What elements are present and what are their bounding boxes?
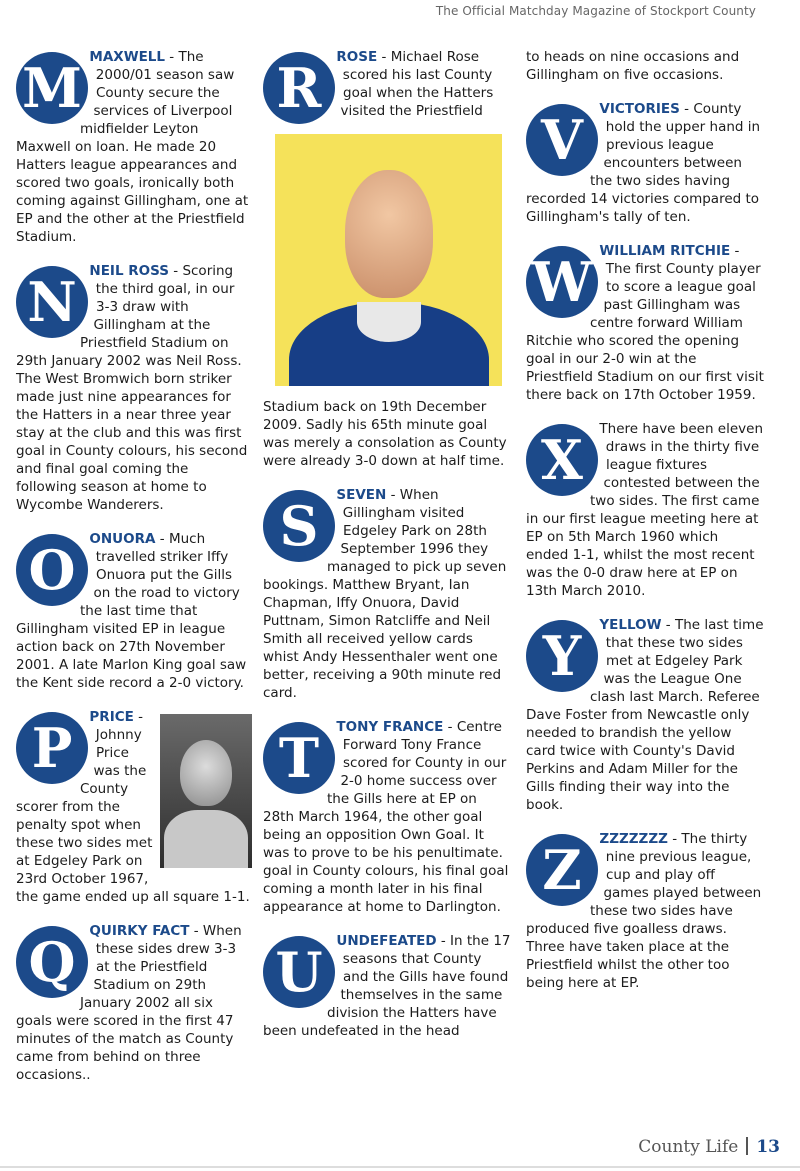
entry-keyword: TONY FRANCE bbox=[336, 719, 444, 735]
entry-body: There have been eleven draws in the thirty five league fixtures contested between the two sides. The first came in our first league meeting here at EP on 5th March 1960 which ended 1-1, whilst the most recent was the 0-0 draw here at EP on 13th March 2010. bbox=[526, 421, 764, 599]
entry-body: Centre Forward Tony France scored for County in our 2-0 home success over the Gills here at EP on 28th March 1964, the other goal being an opposition Own Goal. It was to prove to be his penultimate. goal in County colours, his final goal coming a month later in his final appearance at home to Darlington. bbox=[263, 719, 509, 915]
entry-u-continued: to heads on nine occasions and Gillingham on five occasions. bbox=[526, 49, 740, 83]
photo-collar bbox=[357, 302, 421, 342]
entry-keyword: UNDEFEATED bbox=[336, 933, 437, 949]
photo-face bbox=[180, 740, 232, 806]
entry-body: The thirty nine previous league, cup and play off games played between these two sides have produced five goalless draws. Three have taken place at the Priestfield whilst the other too being here at EP. bbox=[526, 831, 762, 991]
letter-badge-z: Z bbox=[526, 834, 598, 906]
page-footer bbox=[638, 1137, 780, 1157]
entry-keyword: WILLIAM RITCHIE bbox=[599, 243, 731, 259]
column-right bbox=[526, 48, 764, 1008]
entry-w: W WILLIAM RITCHIE - The first County player to score a league goal past Gillingham was centre forward William Ritchie who scored the opening goal in our 2-0 win at the Priestfield Stadium on our first visit there back on 17th October 1959. bbox=[526, 243, 764, 403]
entry-body: When Gillingham visited Edgeley Park on 28th September 1996 they managed to pick up seven bookings. Matthew Bryant, Ian Chapman, Iffy Onuora, David Puttnam, Simon Ratcliffe and Neil Smith all received yellow cards whist Andy Hessenthaler went one better, receiving a 90th minute red card. bbox=[263, 487, 507, 701]
entry-keyword: YELLOW bbox=[599, 617, 662, 633]
magazine-name: County Life bbox=[638, 1137, 739, 1157]
letter-badge-w: W bbox=[526, 246, 598, 318]
entry-keyword: QUIRKY FACT bbox=[89, 923, 190, 939]
entry-keyword: ROSE bbox=[336, 49, 378, 65]
letter-badge-n: N bbox=[16, 266, 88, 338]
bottom-rule bbox=[0, 1166, 800, 1168]
entry-r-continued: Stadium back on 19th December 2009. Sadly his 65th minute goal was merely a consolation as County were already 3-0 down at half time. bbox=[263, 399, 507, 469]
entry-s: S SEVEN - When Gillingham visited Edgeley Park on 28th September 1996 they managed to pick up seven bookings. Matthew Bryant, Ian Chapman, Iffy Onuora, David Puttnam, Simon Ratcliffe and Neil Smith all received yellow cards whist Andy Hessenthaler went one better, receiving a 90th minute red card. bbox=[263, 487, 507, 701]
entry-body: The last time that these two sides met at Edgeley Park was the League One clash last March. Referee Dave Foster from Newcastle only needed to brandish the yellow card twice with County's David Perkins and Adam Miller for the Gills finding their way into the book. bbox=[526, 617, 764, 813]
entry-m: M MAXWELL - The 2000/01 season saw County secure the services of Liverpool midfielder Leyton Maxwell on loan. He made 20 Hatters league appearances and scored two goals, ironically both coming against Gillingham, one at EP and the other at the Priestfield Stadium. bbox=[16, 49, 249, 245]
entry-body: When these sides drew 3-3 at the Priestfield Stadium on 29th January 2002 all six goals were scored in the first 47 minutes of the match as County came from behind on three occasions.. bbox=[16, 923, 242, 1083]
magazine-header: The Official Matchday Magazine of Stockport County bbox=[435, 4, 756, 18]
entry-q: Q QUIRKY FACT - When these sides drew 3-3 at the Priestfield Stadium on 29th January 2002 all six goals were scored in the first 47 minutes of the match as County came from behind on three occasions.. bbox=[16, 923, 242, 1083]
entry-body: The 2000/01 season saw County secure the services of Liverpool midfielder Leyton Maxwell on loan. He made 20 Hatters league appearances and scored two goals, ironically both coming against Gillingham, one at EP and the other at the Priestfield Stadium. bbox=[16, 49, 249, 245]
entry-keyword: NEIL ROSS bbox=[89, 263, 169, 279]
column-middle bbox=[263, 48, 511, 1056]
michael-rose-photo bbox=[275, 134, 502, 386]
entry-n: N NEIL ROSS - Scoring the third goal, in our 3-3 draw with Gillingham at the Priestfield Stadium on 29th January 2002 was Neil Ross. The West Bromwich born striker made just nine appearances for the Hatters in a near three year stay at the club and this was first goal in County colours, his second and final goal coming the following season at home to Wycombe Wanderers. bbox=[16, 263, 248, 513]
entry-keyword: ZZZZZZZ bbox=[599, 831, 668, 847]
entry-keyword: ONUORA bbox=[89, 531, 156, 547]
letter-badge-r: R bbox=[263, 52, 335, 124]
letter-badge-q: Q bbox=[16, 926, 88, 998]
entry-t: T TONY FRANCE - Centre Forward Tony France scored for County in our 2-0 home success over the Gills here at EP on 28th March 1964, the other goal being an opposition Own Goal. It was to prove to be his penultimate. goal in County colours, his final goal coming a month later in his final appearance at home to Darlington. bbox=[263, 719, 509, 915]
letter-badge-y: Y bbox=[526, 620, 598, 692]
entry-o: O ONUORA - Much travelled striker Iffy Onuora put the Gills on the road to victory the last time that Gillingham visited EP in league action back on 27th November 2001. A late Marlon King goal saw the Kent side record a 2-0 victory. bbox=[16, 531, 247, 691]
entry-keyword: PRICE bbox=[89, 709, 134, 725]
entry-body: The first County player to score a league goal past Gillingham was centre forward William Ritchie who scored the opening goal in our 2-0 win at the Priestfield Stadium on our first visit there back on 17th October 1959. bbox=[526, 261, 764, 403]
entry-body: In the 17 seasons that County and the Gills have found themselves in the same division the Hatters have been undefeated in the head bbox=[263, 933, 511, 1039]
letter-badge-p: P bbox=[16, 712, 88, 784]
photo-body bbox=[164, 810, 248, 868]
letter-badge-u: U bbox=[263, 936, 335, 1008]
entry-v: V VICTORIES - County hold the upper hand in previous league encounters between the two sides having recorded 14 victories compared to Gillingham's tally of ten. bbox=[526, 101, 761, 225]
letter-badge-v: V bbox=[526, 104, 598, 176]
letter-badge-s: S bbox=[263, 490, 335, 562]
letter-badge-t: T bbox=[263, 722, 335, 794]
entry-u: U UNDEFEATED - In the 17 seasons that County and the Gills have found themselves in the same division the Hatters have been undefeated in the head bbox=[263, 933, 511, 1039]
column-left bbox=[16, 48, 252, 1100]
entry-keyword: SEVEN bbox=[336, 487, 387, 503]
photo-face bbox=[345, 170, 433, 298]
entry-keyword: MAXWELL bbox=[89, 49, 166, 65]
entry-x bbox=[526, 420, 764, 600]
letter-badge-x: X bbox=[526, 424, 598, 496]
letter-badge-o: O bbox=[16, 534, 88, 606]
entry-y: Y YELLOW - The last time that these two sides met at Edgeley Park was the League One clash last March. Referee Dave Foster from Newcastle only needed to brandish the yellow card twice with County's David Perkins and Adam Miller for the Gills finding their way into the book. bbox=[526, 617, 764, 813]
entry-p: P PRICE - Johnny Price was the County scorer from the penalty spot when these two sides met at Edgeley Park on 23rd October 1967, the game ended up all square 1-1. bbox=[16, 708, 252, 906]
entry-r: R ROSE - Michael Rose scored his last County goal when the Hatters visited the Priestfield bbox=[263, 48, 511, 128]
footer-divider bbox=[746, 1137, 748, 1155]
entry-z: Z ZZZZZZZ - The thirty nine previous league, cup and play off games played between these two sides have produced five goalless draws. Three have taken place at the Priestfield whilst the other too being here at EP. bbox=[526, 831, 762, 991]
johnny-price-photo bbox=[160, 714, 252, 868]
entry-body: Johnny Price was the County scorer from the penalty spot when these two sides met at Edgeley Park on 23rd October 1967, the game ended up all square 1-1. bbox=[16, 727, 250, 905]
entry-body: Much travelled striker Iffy Onuora put the Gills on the road to victory the last time that Gillingham visited EP in league action back on 27th November 2001. A late Marlon King goal saw the Kent side record a 2-0 victory. bbox=[16, 531, 247, 691]
page-number: 13 bbox=[756, 1137, 780, 1157]
letter-badge-m: M bbox=[16, 52, 88, 124]
entry-body: Michael Rose scored his last County goal when the Hatters visited the Priestfield bbox=[340, 49, 494, 119]
entry-keyword: VICTORIES bbox=[599, 101, 680, 117]
entry-body: County hold the upper hand in previous league encounters between the two sides having recorded 14 victories compared to Gillingham's tally of ten. bbox=[526, 101, 761, 225]
entry-body: Scoring the third goal, in our 3-3 draw with Gillingham at the Priestfield Stadium on 29th January 2002 was Neil Ross. The West Bromwich born striker made just nine appearances for the Hatters in a near three year stay at the club and this was first goal in County colours, his second and final goal coming the following season at home to Wycombe Wanderers. bbox=[16, 263, 248, 513]
